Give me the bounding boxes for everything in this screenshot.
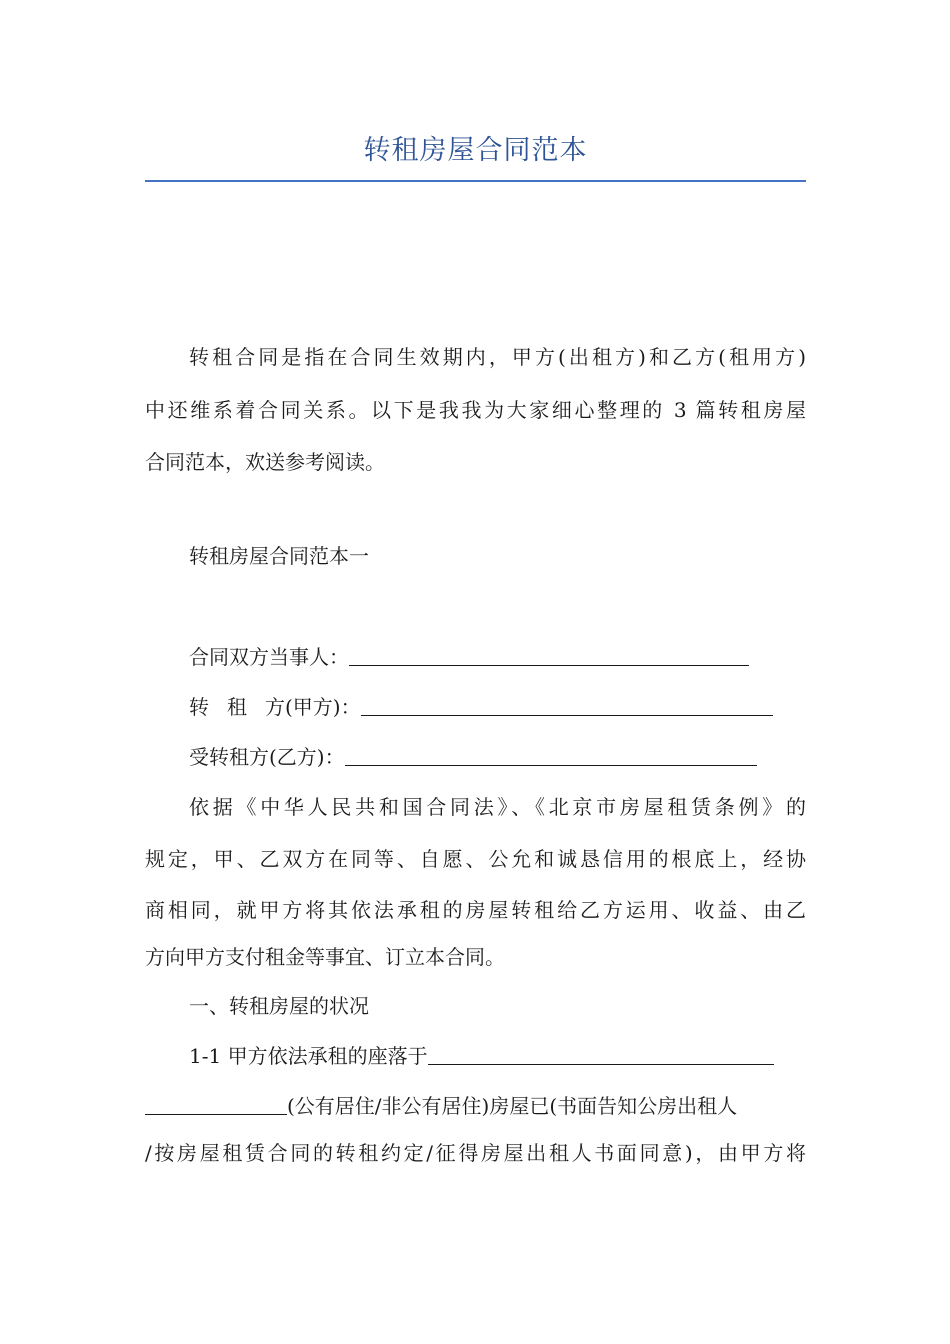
party-lessor-row bbox=[189, 693, 806, 721]
clause-1-1-line-3: /按房屋租赁合同的转租约定/征得房屋出租人书面同意)，由甲方将 bbox=[145, 1141, 806, 1165]
section-title: 转租房屋合同范本一 bbox=[189, 544, 369, 568]
location-blank-continued[interactable] bbox=[145, 1094, 287, 1115]
intro-line-2: 中还维系着合同关系。以下是我我为大家细心整理的 3 篇转租房屋 bbox=[145, 398, 806, 422]
lessor-label-part-3: 方(甲方)： bbox=[265, 695, 361, 719]
clause-heading: 一、转租房屋的状况 bbox=[189, 994, 369, 1018]
lessor-label-part-2: 租 bbox=[227, 695, 247, 719]
basis-line-4: 方向甲方支付租金等事宜、订立本合同。 bbox=[145, 945, 505, 969]
basis-line-3: 商相同，就甲方将其依法承租的房屋转租给乙方运用、收益、由乙 bbox=[145, 898, 806, 922]
party-lessee-row bbox=[189, 743, 806, 771]
basis-line-1: 依据《中华人民共和国合同法》、《北京市房屋租赁条例》的 bbox=[189, 795, 806, 819]
location-blank[interactable] bbox=[428, 1044, 774, 1065]
party-lessee-blank[interactable] bbox=[345, 745, 757, 766]
intro-line-1: 转租合同是指在合同生效期内，甲方(出租方)和乙方(租用方) bbox=[189, 345, 806, 369]
title-underline bbox=[145, 180, 806, 182]
party-lessor-label bbox=[189, 695, 361, 719]
clause-1-1-line-2 bbox=[145, 1092, 806, 1120]
party-lessor-blank[interactable] bbox=[361, 695, 773, 716]
party-both-row bbox=[189, 643, 806, 671]
basis-line-2: 规定，甲、乙双方在同等、自愿、公允和诚恳信用的根底上，经协 bbox=[145, 847, 806, 871]
party-both-blank[interactable] bbox=[349, 645, 749, 666]
party-lessee-label: 受转租方(乙方)： bbox=[189, 745, 345, 769]
document-title: 转租房屋合同范本 bbox=[363, 135, 588, 166]
clause-1-1-lead: 1-1 甲方依法承租的座落于 bbox=[189, 1044, 428, 1068]
clause-1-1-line-1 bbox=[189, 1042, 806, 1070]
clause-1-1-line-2-text: (公有居住/非公有居住)房屋已(书面告知公房出租人 bbox=[287, 1094, 738, 1118]
party-both-label: 合同双方当事人： bbox=[189, 645, 349, 669]
lessor-label-part-1: 转 bbox=[189, 695, 209, 719]
intro-line-3: 合同范本，欢送参考阅读。 bbox=[145, 450, 385, 474]
